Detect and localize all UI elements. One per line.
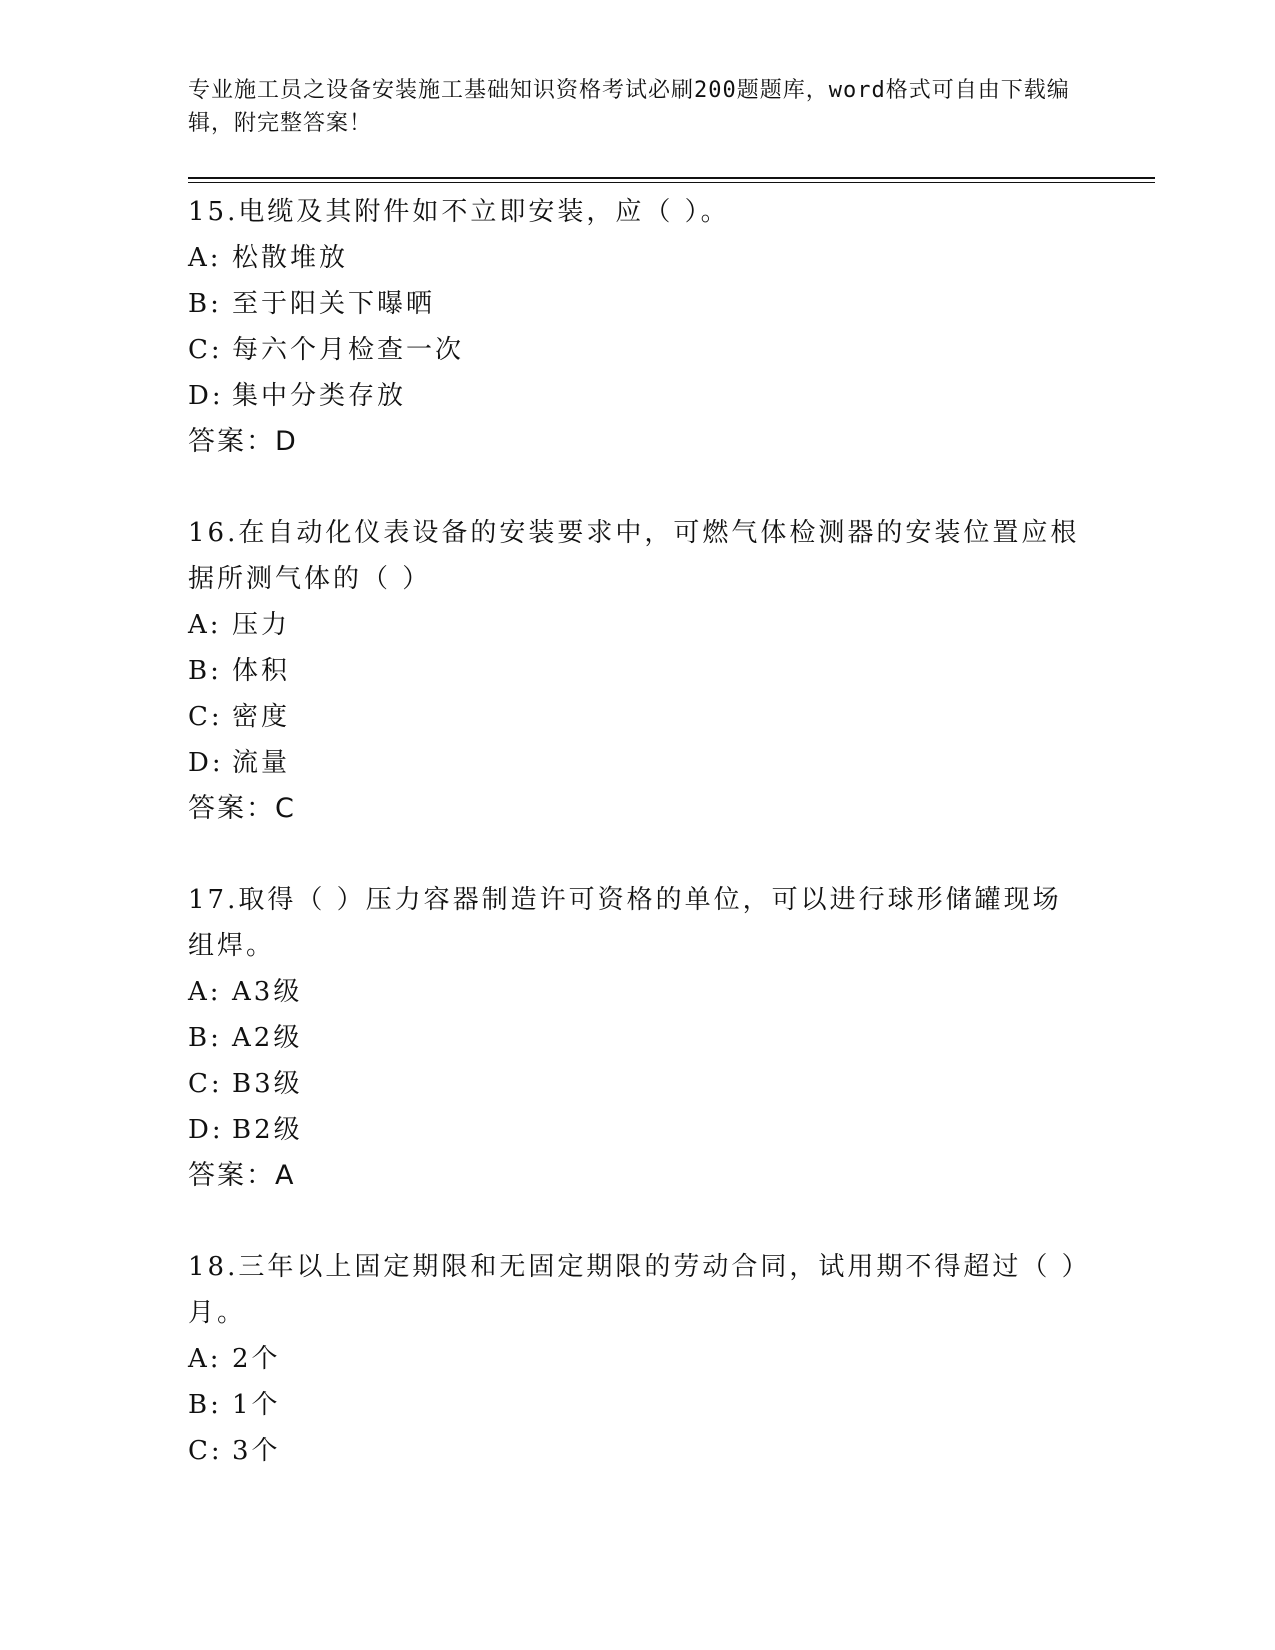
question-stem: 16.在自动化仪表设备的安装要求中，可燃气体检测器的安装位置应根据所测气体的（ ）	[188, 518, 1080, 594]
question-16	[188, 510, 1088, 832]
option-text: B2级	[232, 1115, 303, 1145]
option-a	[188, 1336, 1088, 1382]
question-18	[188, 1244, 1088, 1474]
option-letter: A:	[188, 243, 222, 273]
option-b	[188, 281, 1088, 327]
question-stem: 18.三年以上固定期限和无固定期限的劳动合同，试用期不得超过（ ）月。	[188, 1252, 1078, 1328]
option-text: 密度	[232, 702, 291, 732]
answer-line: 答案：D	[188, 426, 298, 457]
option-letter: D:	[188, 1115, 224, 1145]
option-letter: B:	[188, 1390, 222, 1420]
option-letter: D:	[188, 381, 224, 411]
option-letter: A:	[188, 1344, 222, 1374]
option-text: 1个	[232, 1390, 281, 1420]
answer-line: 答案：A	[188, 1160, 296, 1191]
option-text: A2级	[232, 1023, 303, 1053]
option-text: 2个	[232, 1344, 281, 1374]
option-a	[188, 235, 1088, 281]
option-letter: C:	[188, 702, 223, 732]
question-stem: 15.电缆及其附件如不立即安装，应（ ）。	[188, 197, 730, 227]
option-text: 每六个月检查一次	[232, 335, 465, 365]
option-d	[188, 740, 1088, 786]
header-divider-thin	[188, 182, 1155, 183]
option-text: 至于阳关下曝晒	[232, 289, 436, 319]
answer-line: 答案：C	[188, 793, 296, 824]
option-text: 3个	[232, 1436, 281, 1466]
option-text: 流量	[232, 748, 291, 778]
option-text: B3级	[232, 1069, 303, 1099]
header-divider-thick	[188, 177, 1155, 179]
question-list	[188, 189, 1088, 1474]
option-b	[188, 1015, 1088, 1061]
option-c	[188, 327, 1088, 373]
question-stem: 17.取得（ ）压力容器制造许可资格的单位，可以进行球形储罐现场组焊。	[188, 885, 1062, 961]
option-letter: B:	[188, 289, 222, 319]
option-letter: C:	[188, 335, 223, 365]
option-d	[188, 373, 1088, 419]
option-letter: A:	[188, 610, 222, 640]
option-text: 集中分类存放	[232, 381, 407, 411]
option-text: A3级	[232, 977, 303, 1007]
option-text: 松散堆放	[232, 243, 349, 273]
option-letter: C:	[188, 1436, 223, 1466]
option-b	[188, 648, 1088, 694]
document-intro: 专业施工员之设备安装施工基础知识资格考试必刷200题题库，word格式可自由下载编辑，附完整答案！	[188, 78, 1070, 136]
option-letter: B:	[188, 656, 222, 686]
option-letter: C:	[188, 1069, 223, 1099]
question-17	[188, 877, 1088, 1199]
option-d	[188, 1107, 1088, 1153]
option-b	[188, 1382, 1088, 1428]
option-c	[188, 1428, 1088, 1474]
option-a	[188, 969, 1088, 1015]
question-15	[188, 189, 1088, 465]
option-text: 体积	[232, 656, 291, 686]
option-letter: B:	[188, 1023, 222, 1053]
option-a	[188, 602, 1088, 648]
option-text: 压力	[232, 610, 291, 640]
option-c	[188, 1061, 1088, 1107]
option-letter: D:	[188, 748, 224, 778]
option-letter: A:	[188, 977, 222, 1007]
option-c	[188, 694, 1088, 740]
